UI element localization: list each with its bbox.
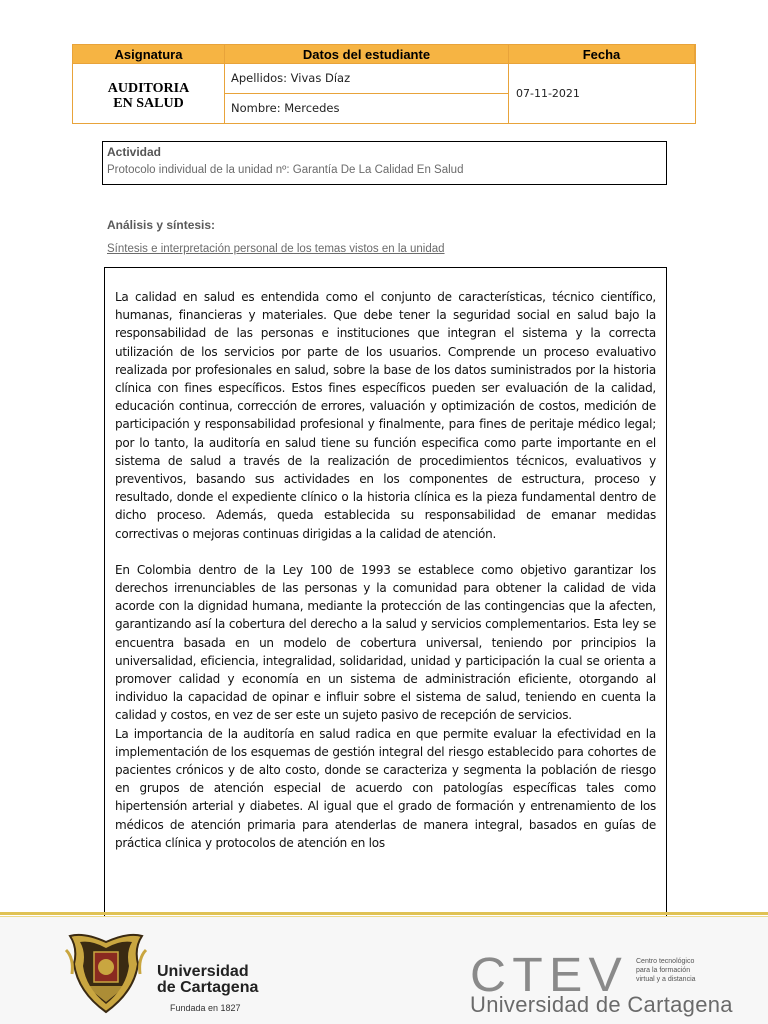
activity-box: [102, 141, 667, 185]
footer-rule: [0, 912, 768, 915]
ctev-logo-icon: [470, 955, 630, 995]
header-student-label: Datos del estudiante: [225, 45, 509, 64]
header-subject-label: Asignatura: [73, 45, 225, 64]
ctev-desc-line1: Centro tecnológico: [636, 958, 695, 965]
ctev-desc-line3: virtual y a distancia: [636, 976, 696, 983]
student-surname: Apellidos: Vivas Díaz: [225, 64, 508, 94]
header-table: [72, 44, 696, 124]
ctev-university-name: Universidad de Cartagena: [470, 992, 733, 1017]
student-data: [225, 64, 509, 123]
ctev-description: [636, 957, 726, 984]
ctev-brand-text: CTEV: [470, 955, 628, 995]
student-name: Nombre: Mercedes: [231, 101, 340, 116]
activity-value: Protocolo individual de la unidad nº: Garantía De La Calidad En Salud: [107, 164, 464, 176]
university-name-line2: de Cartagena: [157, 979, 259, 996]
subject-text: AUDITORIA EN SALUD: [107, 80, 190, 111]
analysis-subtitle: Síntesis e interpretación personal de los temas vistos en la unidad: [107, 243, 445, 255]
university-name-line1: Universidad: [157, 963, 249, 980]
activity-label: Actividad: [107, 145, 162, 159]
analysis-label: Análisis y síntesis:: [107, 218, 216, 232]
ctev-desc-line2: para la formación: [636, 967, 691, 974]
university-crest-icon: [64, 928, 148, 1016]
paragraph-3: La importancia de la auditoría en salud radica en que permite evaluar la efectividad en la implementación de los esquemas de gestión integral del riesgo establecido para cohortes de pacientes crónicos y de alto costo, donde se caracteriza y segmenta la población de riesgo en grupos de atención especial de acuerdo con patologías específicas tales como hipertensión arterial y diabetes. Al igual que el grado de formación y entrenamiento de los médicos de atención primaria para atenderlas de manera integral, basados en guías de práctica clínica y protocolos de atención en los: [115, 726, 656, 850]
date-value: 07-11-2021: [516, 87, 580, 100]
content-box: [104, 267, 667, 917]
subject-value: [73, 64, 225, 123]
paragraph-2: En Colombia dentro de la Ley 100 de 1993 se establece como objetivo garantizar los derechos irrenunciables de las personas y la comunidad para obtener la calidad de vida acorde con la dignidad humana, mediante la protección de las contingencias que la afecten, garantizando así la cobertura del derecho a la salud y servicios complementarios. Esta ley se encuentra basada en un modelo de cobertura universal, teniendo por principios la universalidad, eficiencia, integralidad, solidaridad, unidad y participación la cual se orienta a promover calidad y economía en un sistema de administración eficiente, otorgando al individuo la capacidad de opinar e influir sobre el sistema de salud, teniendo en cuenta la calidad y costos, en vez de ser este un sujeto pasivo de recepción de servicios.: [115, 562, 656, 723]
header-date-label: Fecha: [509, 45, 695, 64]
university-founded: Fundada en 1827: [170, 1003, 241, 1013]
paragraph-1: La calidad en salud es entendida como el conjunto de características, técnico científico, humanas, financieras y materiales. Que debe tener la seguridad social en salud bajo la responsabilidad de las personas e instituciones que integran el sistema y la correcta utilización de los servicios por parte de los usuarios. Comprende un proceso evaluativo realizada por profesionales en salud, sobre la base de los datos suministrados por la historia clínica con fines específicos. Estos fines específicos pueden ser evaluación de la calidad, educación continua, corrección de errores, valuación y optimización de costos, medición de participación y responsabilidad profesional y finalmente, para fines de peritaje médico legal; por lo tanto, la auditoría en salud tiene su función especifica como parte importante en el sistema de salud a través de la realización de procedimientos técnicos, evaluativos y preventivos, basando sus actividades en los componentes de estructura, proceso y resultado, donde el expediente clínico o la historia clínica es la pieza fundamental dentro de dicho proceso. Además, queda establecida su responsabilidad de emanar medidas correctivas o mejoras continuas dirigidas a la calidad de atención.: [115, 290, 656, 541]
university-name: [157, 964, 258, 996]
